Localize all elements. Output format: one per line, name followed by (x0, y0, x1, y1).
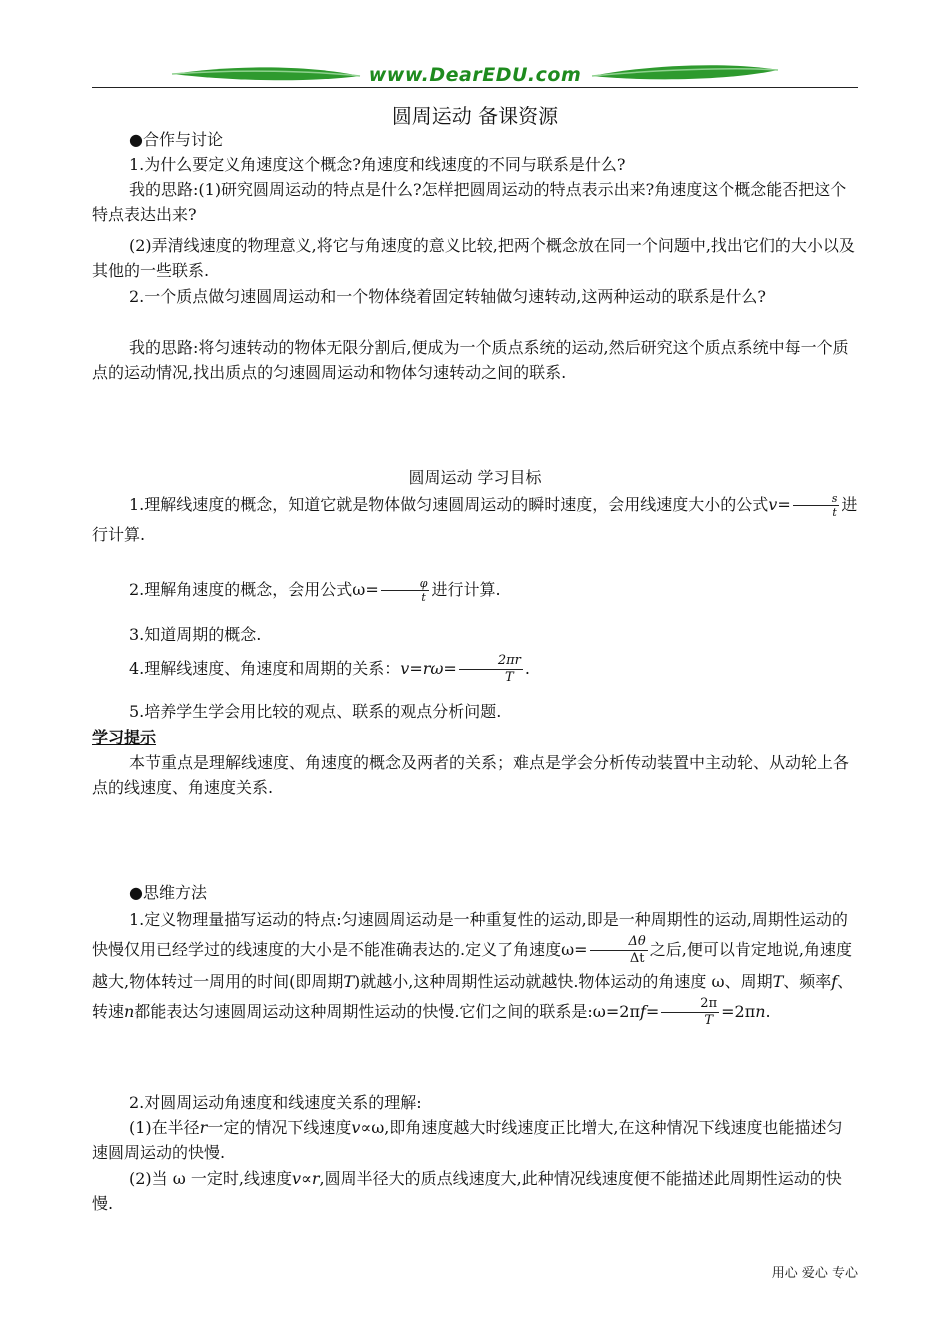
method-p1-frequency: f (831, 972, 838, 991)
method-p4-text-b: ∝ (301, 1169, 312, 1188)
method-p1-text-a: 1.定义物理量描写运动的特点:匀速圆周运动是一种重复性的运动,即是一种周期性的运动,周期性运动的快慢仅用已经学过的线速度的大小是不能准确表达的.定义了角速度 (92, 910, 848, 959)
goal-1-fraction (793, 492, 840, 519)
goal-2-text: 2.理解角速度的概念，会用公式 (129, 580, 353, 599)
method-p1-fraction-2 (661, 996, 719, 1029)
method-p1-equals: = (645, 1002, 660, 1021)
discussion-heading: ●合作与讨论 (129, 130, 223, 149)
method-p1-numerator-2: 2π (700, 996, 718, 1011)
question-1: 1.为什么要定义角速度这个概念?角速度和线速度的不同与联系是什么? (129, 155, 626, 174)
method-p1-text-d: 、频率 (783, 972, 832, 991)
question-1-idea-2: (2)弄清线速度的物理意义,将它与角速度的意义比较,把两个概念放在同一个问题中,找出它们的大小以及其他的一些联系. (92, 236, 855, 280)
method-p1-denominator: Δt (590, 950, 648, 967)
method-p1-period: T (343, 972, 355, 991)
question-2: 2.一个质点做匀速圆周运动和一个物体绕着固定转轴做匀速转动,这两种运动的联系是什么? (129, 287, 766, 306)
goal-1 (92, 490, 858, 550)
method-p3-radius: r (199, 1118, 208, 1137)
method-p1-end: . (765, 1002, 771, 1021)
method-p1-text-c: )就越小,这种周期性运动就越快.物体运动的角速度 ω、周期 (354, 972, 773, 991)
page-title: 圆周运动 备课资源 (391, 104, 559, 128)
method-p1-speed: n (124, 1002, 135, 1021)
goal-4-text: 4.理解线速度、角速度和周期的关系： (129, 659, 401, 678)
goal-3: 3.知道周期的概念. (129, 625, 262, 644)
goal-2-denominator: t (381, 590, 430, 604)
goal-4-formula: v=rω= (400, 659, 457, 678)
method-p1-text-b: 之后,便可以肯定地说,角速度越大,物体转过一周用的时间(即周期 (92, 940, 852, 991)
method-p4-velocity: v (291, 1169, 302, 1188)
goal-1-formula: v= (768, 495, 791, 514)
method-p1-text-h: =2π (721, 1002, 756, 1021)
method-p1-period-2: T (772, 972, 784, 991)
goal-1-denominator: t (793, 505, 840, 519)
method-p1-numerator: Δθ (628, 934, 646, 949)
header-rule (92, 87, 858, 88)
method-p1-text-g: 都能表达匀速圆周运动这种周期性运动的快慢.它们之间的联系是:ω=2π (134, 1002, 640, 1021)
goal-4 (92, 652, 858, 686)
goal-4-fraction (459, 653, 523, 686)
method-p1-frequency-2: f (639, 1002, 646, 1021)
method-p1-denominator-2: T (661, 1012, 719, 1029)
method-p3-velocity: v (351, 1118, 361, 1137)
goal-4-numerator: 2πr (497, 653, 521, 668)
method-paragraph-1 (92, 905, 858, 1029)
goal-2-formula: ω= (352, 580, 379, 599)
goal-1-text: 1.理解线速度的概念，知道它就是物体做匀速圆周运动的瞬时速度，会用线速度大小的公式 (129, 495, 769, 514)
method-p1-speed-2: n (755, 1002, 766, 1021)
site-url: www.DearEDU.com (368, 64, 582, 86)
goal-2-numerator: φ (419, 577, 428, 590)
question-1-idea-1: 我的思路:(1)研究圆周运动的特点是什么?怎样把圆周运动的特点表示出来?角速度这个概念能否把这个特点表达出来? (92, 180, 847, 224)
method-p1-fraction (590, 934, 648, 967)
method-p3-text-c: ∝ω,即角速度越大时线速度正比增大,在这种情况下线速度也能描述匀速圆周运动的快慢. (92, 1118, 843, 1162)
goal-1-numerator: s (831, 492, 838, 505)
method-p4-radius: r (311, 1169, 320, 1188)
goal-2-fraction (381, 577, 430, 604)
tips-text: 本节重点是理解线速度、角速度的概念及两者的关系；难点是学会分析传动装置中主动轮、从动轮上各点的线速度、角速度关系. (92, 753, 850, 797)
method-paragraph-2: 2.对圆周运动角速度和线速度关系的理解: (129, 1093, 422, 1112)
method-p3-text-a: (1)在半径 (129, 1118, 200, 1137)
tips-heading: 学习提示 (92, 728, 157, 747)
method-p4-text-c: ,圆周半径大的质点线速度大,此种情况线速度便不能描述此周期性运动的快慢. (92, 1169, 842, 1213)
method-paragraph-3 (92, 1115, 858, 1165)
method-p3-text-b: 一定的情况下线速度 (207, 1118, 352, 1137)
goal-2-end: 进行计算. (431, 580, 501, 599)
goal-2 (92, 575, 858, 605)
method-heading: ●思维方法 (129, 883, 207, 902)
method-p1-text-e: 、转速 (92, 972, 854, 1021)
goal-4-end: . (524, 659, 530, 678)
page-footer: 用心 爱心 专心 (771, 1266, 858, 1281)
goal-4-denominator: T (459, 669, 523, 686)
method-p4-text-a: (2)当 ω 一定时,线速度 (129, 1169, 292, 1188)
goal-5: 5.培养学生学会用比较的观点、联系的观点分析问题. (129, 702, 502, 721)
question-2-idea: 我的思路:将匀速转动的物体无限分割后,便成为一个质点系统的运动,然后研究这个质点系统中每一个质点的运动情况,找出质点的匀速圆周运动和物体匀速转动之间的联系. (92, 338, 849, 382)
goal-1-end: 进行计算. (92, 495, 858, 544)
method-p1-omega: ω= (561, 940, 588, 959)
goals-title: 圆周运动 学习目标 (408, 468, 542, 487)
method-paragraph-4 (92, 1166, 858, 1216)
